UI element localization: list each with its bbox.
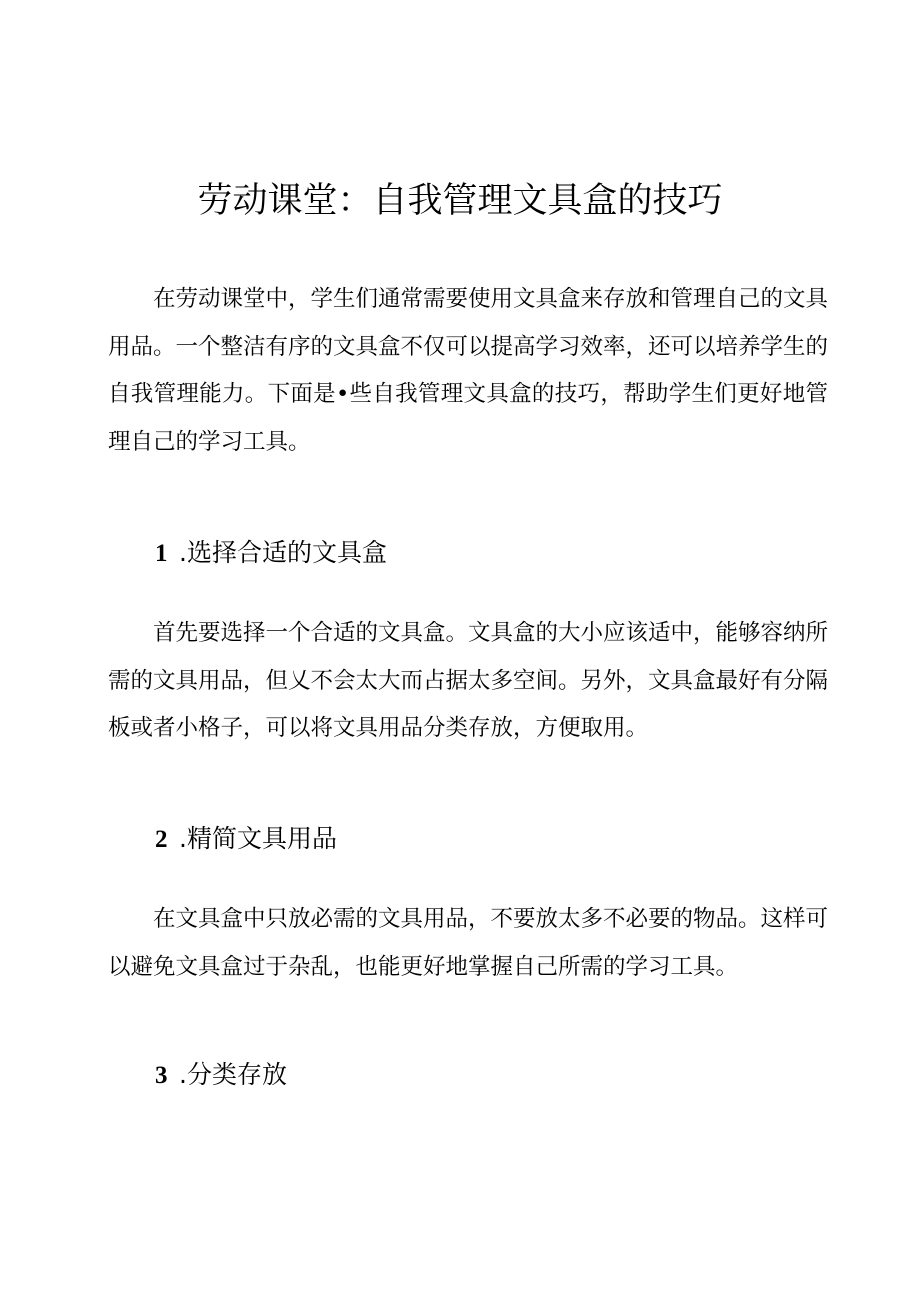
section-heading-3 [155,1055,287,1096]
section-2-paragraph: 在文具盒中只放必需的文具用品，不要放太多不必要的物品。这样可以避免文具盒过于杂乱，也能更好地掌握自己所需的学习工具。 [108,906,829,980]
section-title: .精简文具用品 [179,824,337,853]
section-number: 2 [155,826,168,853]
section-heading-2 [155,819,337,860]
document-title: 劳动课堂：自我管理文具盒的技巧 [197,181,723,221]
section-1-paragraph: 首先要选择一个合适的文具盒。文具盒的大小应该适中，能够容纳所需的文具用品，但乂不会太大而占据太多空间。另外，文具盒最好有分隔板或者小格子，可以将文具用品分类存放，方便取用。 [108,620,829,741]
section-title: .分类存放 [179,1060,287,1089]
intro-paragraph: 在劳动课堂中，学生们通常需要使用文具盒来存放和管理自己的文具用品。一个整洁有序的文具盒不仅可以提高学习效率，还可以培养学生的自我管理能力。下面是•些自我管理文具盒的技巧，帮助学生们更好地管理自己的学习工具。 [108,286,829,455]
section-number: 1 [155,540,168,567]
section-title: .选择合适的文具盒 [179,538,387,567]
section-number: 3 [155,1062,168,1089]
section-heading-1 [155,533,387,574]
